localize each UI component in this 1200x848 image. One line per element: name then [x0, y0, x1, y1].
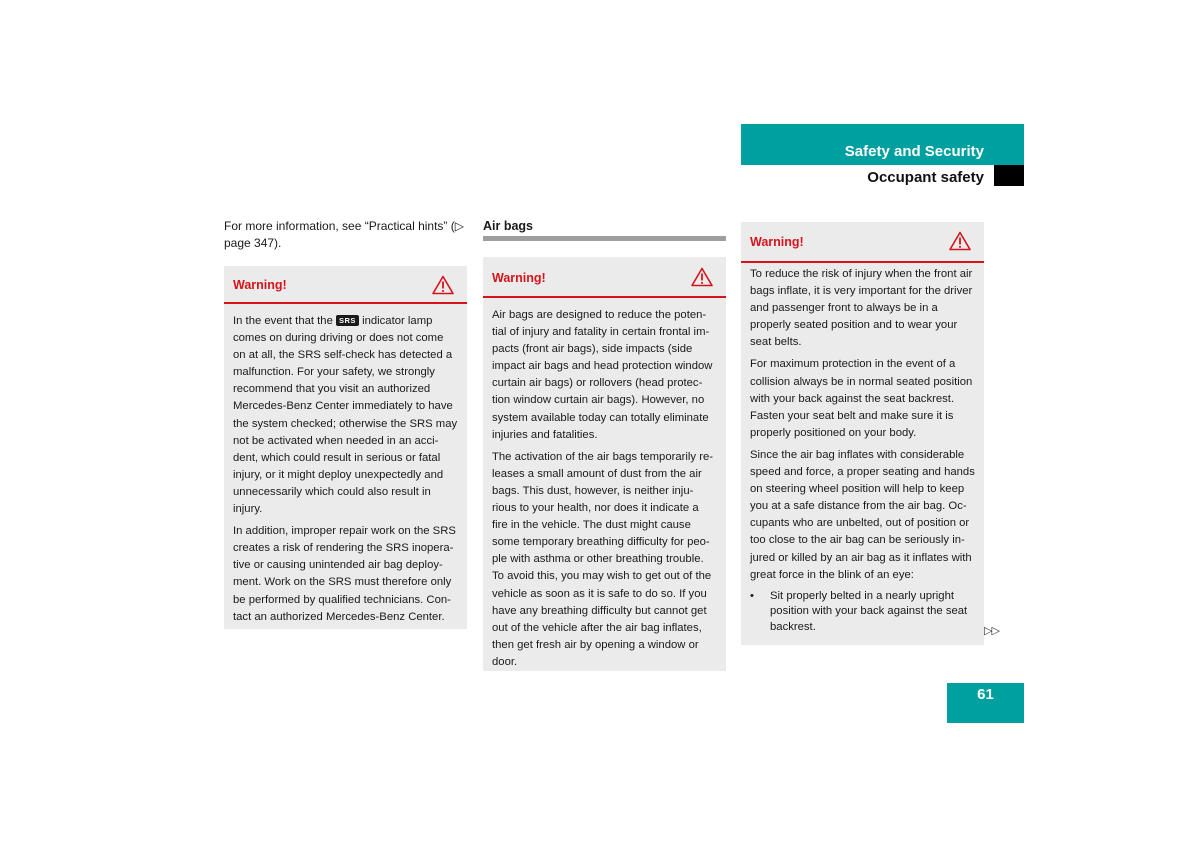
warning-header [483, 257, 726, 298]
srs-indicator-badge: SRS [336, 315, 359, 326]
warning-triangle-icon [691, 267, 713, 287]
warning-box-srs [224, 266, 467, 629]
warning-paragraph [233, 313, 458, 518]
warning-body [224, 304, 467, 637]
warning-body [741, 263, 984, 641]
airbags-heading: Air bags [483, 219, 534, 233]
section-header-band [741, 124, 1024, 165]
header-marker-block [994, 165, 1024, 186]
continued-arrows-icon: ▷▷ [984, 625, 999, 637]
list-item [750, 589, 975, 636]
warning-header [224, 266, 467, 304]
heading-rule [483, 236, 726, 241]
warning-header [741, 222, 984, 263]
warning-triangle-icon [432, 275, 454, 295]
text-fragment: In the event that the [233, 315, 333, 327]
bullet-icon: • [750, 589, 754, 602]
warning-paragraph: For maximum protection in the event of a collision always be in normal seated position with your back against the seat backrest. Fasten your seat belt and make sure it is properly positioned on your body. [750, 358, 973, 439]
warning-paragraph: To reduce the risk of injury when the front air bags inflate, it is very important for the driver and passenger front to always be in a properly seated position and to wear your seat belts. [750, 268, 973, 349]
bullet-text: Sit properly belted in a nearly upright position with your back against the seat backrest. [770, 589, 968, 633]
section-title: Safety and Security [844, 143, 984, 160]
text-fragment: indicator lamp comes on during driving or does not come on at all, the SRS self-check has detected a malfunction. For your safety, we strongly recommend that you visit an authorized Mercedes-Benz Center immediately to have the system checked; otherwise the SRS may not be activated when needed in an acci-dent, which could result in serious or fatal injury, or it might deploy unexpectedly and unnecessarily which could also result in injury. [233, 315, 458, 516]
intro-paragraph: For more information, see “Practical hints” (▷ page 347). [224, 219, 464, 250]
page-number: 61 [947, 683, 1024, 723]
warning-box-airbags [483, 257, 726, 671]
subsection-title: Occupant safety [867, 169, 984, 186]
warning-box-seating [741, 222, 984, 645]
warning-paragraph: Air bags are designed to reduce the poten-tial of injury and fatality in certain frontal im-pacts (front air bags), side impacts (side impact air bags and head protection window curtain air bags) or rollovers (head protec-tion window curtain air bags). However, no system available today can totally eliminate injuries and fatalities. [492, 309, 713, 441]
warning-title: Warning! [233, 278, 287, 292]
warning-paragraph: The activation of the air bags temporarily re-leases a small amount of dust from the air bags. This dust, however, is neither inju-rious to your health, nor does it indicate a fire in the vehicle. The dust might cause some temporary breathing difficulty for peo-ple with asthma or other breathing trouble. To avoid this, you may wish to get out of the vehicle as soon as it is safe to do so. If you have any breathing difficulty but cannot get out of the vehicle after the air bag inflates, then get fresh air by opening a window or door. [492, 450, 714, 668]
warning-body [483, 298, 726, 682]
warning-paragraph: In addition, improper repair work on the SRS creates a risk of rendering the SRS inopera-tive or causing unintended air bag deploy-ment. Work on the SRS must therefore only be performed by qualified technicians. Con-tact an authorized Mercedes-Benz Center. [233, 525, 456, 623]
warning-paragraph: Since the air bag inflates with considerable speed and force, a proper seating and hands on steering wheel position will help to keep you at a safe distance from the air bag. Oc-cupants who are unbelted, out of position or too close to the air bag can be seriously in-jured or killed by an air bag as it inflates with great force in the blink of an eye: [750, 448, 975, 581]
warning-title: Warning! [492, 271, 546, 285]
warning-triangle-icon [949, 231, 971, 251]
warning-title: Warning! [750, 235, 804, 249]
